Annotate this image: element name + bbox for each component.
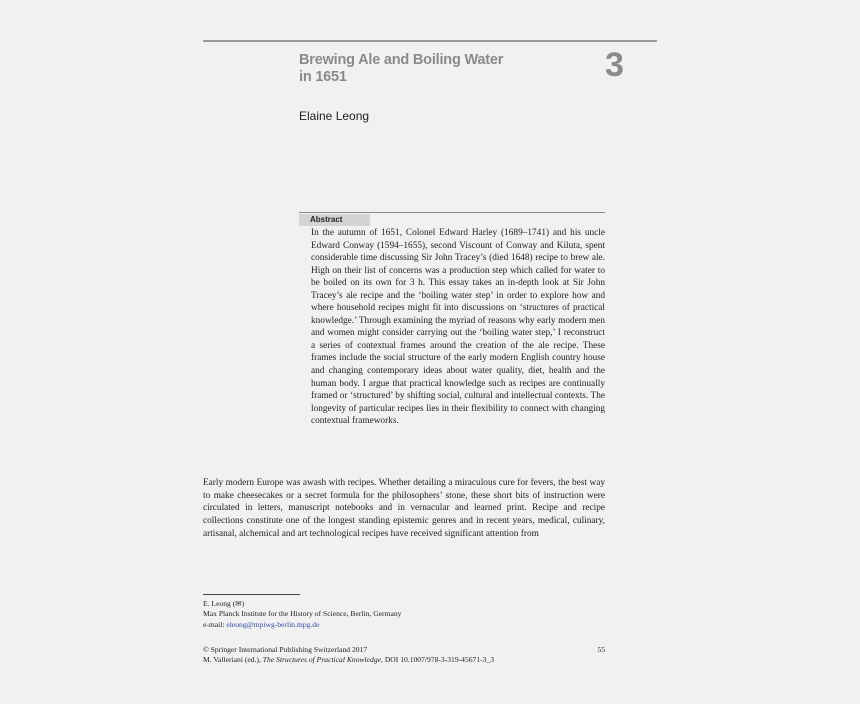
chapter-title-line-2: in 1651 (299, 69, 347, 85)
citation-doi: , DOI 10.1007/978-3-319-45671-3_3 (381, 655, 495, 665)
footnote-author: E. Leong (✉) (203, 599, 245, 608)
body-paragraph: Early modern Europe was awash with recipes. Whether detailing a miraculous cure for fevers, the best way to make cheesecakes or a secret formula for the philosophers’ stone, these short bits of instruction were circulated in letters, manuscript notebooks and in vernacular and learned print. Recipe and recipe collections constitute one of the longest standing epistemic genres and in recent years, medical, culinary, artisanal, alchemical and art technological recipes have received significant attention from (203, 478, 605, 539)
copyright-line: © Springer International Publishing Switzerland 2017 (203, 645, 368, 654)
author-name: Elaine Leong (299, 109, 370, 123)
top-rule (203, 40, 657, 42)
abstract-label: Abstract (299, 214, 370, 226)
abstract-rule (299, 212, 605, 213)
chapter-title (299, 52, 559, 86)
email-label: e-mail: (203, 619, 227, 629)
footnote-rule (203, 594, 300, 595)
book-title: The Structures of Practical Knowledge (262, 655, 382, 665)
citation-prefix: M. Valleriani (ed.), (203, 655, 263, 665)
copyright-block (203, 645, 605, 666)
chapter-number: 3 (605, 46, 624, 84)
page-number: 55 (597, 645, 605, 654)
author-footnote (203, 599, 603, 630)
email-link[interactable]: eleong@mpiwg-berlin.mpg.de (226, 619, 320, 629)
chapter-title-line-1: Brewing Ale and Boiling Water (299, 52, 504, 68)
footnote-email-line (203, 620, 603, 630)
footnote-affiliation: Max Planck Institute for the History of Science, Berlin, Germany (203, 609, 402, 619)
abstract-text: In the autumn of 1651, Colonel Edward Harley (1689–1741) and his uncle Edward Conway (1594–1655), second Viscount of Conway and Kiluta, spent considerable time discussing Sir John Tracey’s (died 1648) recipe to brew ale. High on their list of concerns was a production step which called for water to be boiled on its own for 3 h. This essay takes an in-depth look at Sir John Tracey’s ale recipe and the ‘boiling water step’ in order to explore how and where household recipes might fit into discussions on ‘structures of practical knowledge.’ Through examining the myriad of reasons why early modern men and women might consider carrying out the ‘boiling water step,’ I reconstruct a series of contextual frames around the creation of the ale recipe. These frames include the social structure of the early modern English country house and changing contemporary ideas about water quality, diet, health and the human body. I argue that practical knowledge such as recipes are continually framed or ‘structured’ by shifting social, cultural and intellectual contexts. The longevity of particular recipes lies in their flexibility to connect with changing contextual frameworks. (311, 228, 605, 427)
citation-line (203, 655, 605, 665)
